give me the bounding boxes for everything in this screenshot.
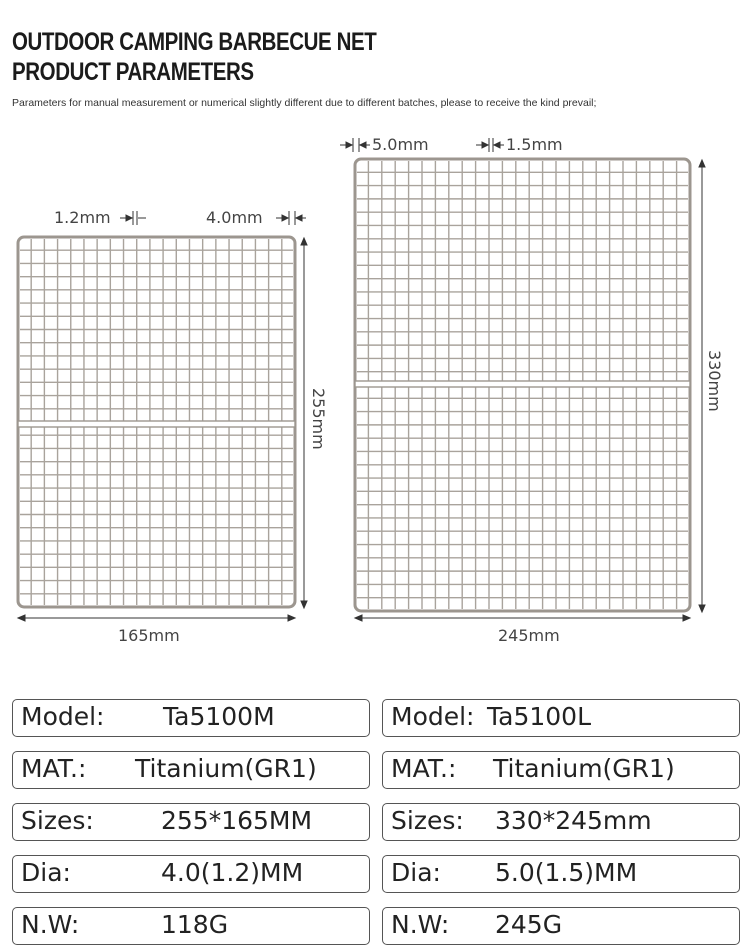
spec-label: Sizes:: [21, 806, 94, 835]
spec-label: N.W:: [391, 910, 450, 939]
spec-value: Ta5100L: [487, 702, 592, 731]
spec-label: Dia:: [391, 858, 441, 887]
small-grill-net-image: [18, 237, 295, 607]
spec-value: 245G: [495, 910, 563, 939]
spec-value: Titanium(GR1): [135, 754, 317, 783]
large-gap-label: 5.0mm: [372, 135, 429, 154]
small-wire-diameter-label: 1.2mm: [54, 208, 111, 227]
spec-label: MAT.:: [391, 754, 457, 783]
spec-value: 5.0(1.5)MM: [495, 858, 638, 887]
spec-value: 118G: [161, 910, 229, 939]
title-line-2: PRODUCT PARAMETERS: [12, 58, 254, 86]
large-grill-net-image: [355, 159, 690, 611]
spec-value: Titanium(GR1): [493, 754, 675, 783]
large-width-label: 245mm: [498, 626, 560, 645]
title-line-1: OUTDOOR CAMPING BARBECUE NET: [12, 28, 377, 56]
spec-row-net-weight: [382, 907, 740, 945]
spec-value: 4.0(1.2)MM: [161, 858, 304, 887]
spec-row-diameter: [382, 855, 740, 893]
spec-row-diameter: [12, 855, 370, 893]
small-height-label: 255mm: [309, 388, 328, 450]
spec-label: Dia:: [21, 858, 71, 887]
spec-row-sizes: [382, 803, 740, 841]
spec-label: MAT.:: [21, 754, 87, 783]
spec-row-sizes: [12, 803, 370, 841]
spec-label: Model:: [21, 702, 105, 731]
measurement-note: Parameters for manual measurement or numerical slightly different due to different batches, please to receive the kind prevail;: [12, 97, 597, 109]
spec-row-net-weight: [12, 907, 370, 945]
spec-label: Sizes:: [391, 806, 464, 835]
spec-row-material: [12, 751, 370, 789]
spec-label: Model:: [391, 702, 475, 731]
spec-row-material: [382, 751, 740, 789]
spec-row-model: [12, 699, 370, 737]
spec-value: 330*245mm: [495, 806, 652, 835]
spec-label: N.W:: [21, 910, 80, 939]
spec-value: 255*165MM: [161, 806, 313, 835]
small-gap-label: 4.0mm: [206, 208, 263, 227]
spec-value: Ta5100M: [163, 702, 275, 731]
large-wire-diameter-label: 1.5mm: [506, 135, 563, 154]
large-height-label: 330mm: [705, 350, 724, 412]
spec-row-model: [382, 699, 740, 737]
small-width-label: 165mm: [118, 626, 180, 645]
